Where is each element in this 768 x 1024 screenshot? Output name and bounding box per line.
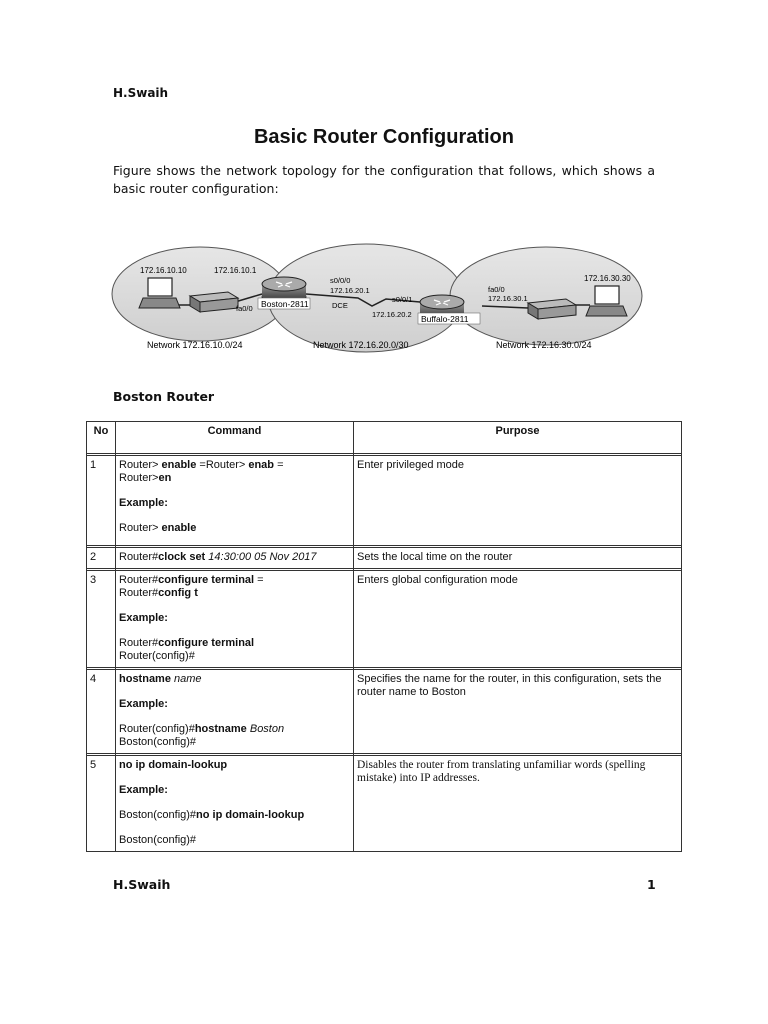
row-purpose: Enter privileged mode <box>354 456 682 546</box>
table-row <box>87 548 682 569</box>
row-command: hostname name Example: Router(config)#hostname Boston Boston(config)# <box>116 670 354 754</box>
pc-right-ip: 172.16.30.30 <box>584 274 631 283</box>
buffalo-serial-if: s0/0/1 <box>392 295 413 304</box>
row-purpose: Disables the router from translating unfamiliar words (spelling mistake) into IP addresses. <box>354 756 682 852</box>
boston-fa-if: fa0/0 <box>236 304 253 313</box>
buffalo-fa-ip: 172.16.30.1 <box>488 294 528 303</box>
footer-author: H.Swaih <box>113 877 171 892</box>
switch-right-icon <box>528 299 576 319</box>
buffalo-serial-ip: 172.16.20.2 <box>372 310 412 319</box>
boston-fa-ip: 172.16.10.1 <box>214 266 257 275</box>
row-command: Router#configure terminal = Router#config t Example: Router#configure terminal Router(config)# <box>116 571 354 668</box>
row-number: 4 <box>87 670 116 754</box>
dce-label: DCE <box>332 301 348 310</box>
example-label: Example: <box>119 497 168 509</box>
example-label: Example: <box>119 784 168 796</box>
row-number: 5 <box>87 756 116 852</box>
table-row <box>87 670 682 754</box>
intro-paragraph: Figure shows the network topology for the configuration that follows, which shows a basic router configuration: <box>113 163 655 196</box>
row-purpose: Sets the local time on the router <box>354 548 682 569</box>
network-topology-diagram <box>110 236 665 356</box>
row-command: Router#clock set 14:30:00 05 Nov 2017 <box>116 548 354 569</box>
table-row <box>87 571 682 668</box>
network-mid-label: Network 172.16.20.0/30 <box>313 340 409 350</box>
network-right-label: Network 172.16.30.0/24 <box>496 340 592 350</box>
row-number: 3 <box>87 571 116 668</box>
command-table <box>86 421 682 852</box>
table-header-row <box>87 422 682 454</box>
row-command: Router> enable =Router> enab = Router>en Example: Router> enable <box>116 456 354 546</box>
header-command: Command <box>116 422 354 454</box>
row-command: no ip domain-lookup Example: Boston(config)#no ip domain-lookup Boston(config)# <box>116 756 354 852</box>
section-title: Boston Router <box>113 389 215 404</box>
switch-left-icon <box>190 292 238 312</box>
row-number: 1 <box>87 456 116 546</box>
example-label: Example: <box>119 612 168 624</box>
boston-router-label: Boston-2811 <box>261 299 309 309</box>
buffalo-router-label: Buffalo-2811 <box>421 314 469 324</box>
boston-serial-ip: 172.16.20.1 <box>330 286 370 295</box>
header-author: H.Swaih <box>113 86 169 100</box>
header-no: No <box>87 422 116 454</box>
table-row <box>87 756 682 852</box>
network-left-label: Network 172.16.10.0/24 <box>147 340 243 350</box>
pc-left-ip: 172.16.10.10 <box>140 266 187 275</box>
buffalo-fa-if: fa0/0 <box>488 285 505 294</box>
row-purpose: Specifies the name for the router, in this configuration, sets the router name to Boston <box>354 670 682 754</box>
example-label: Example: <box>119 698 168 710</box>
page-number: 1 <box>647 877 656 892</box>
boston-serial-if: s0/0/0 <box>330 276 351 285</box>
page-title: Basic Router Configuration <box>253 126 514 148</box>
table-row <box>87 456 682 546</box>
header-purpose: Purpose <box>354 422 682 454</box>
row-number: 2 <box>87 548 116 569</box>
row-purpose: Enters global configuration mode <box>354 571 682 668</box>
